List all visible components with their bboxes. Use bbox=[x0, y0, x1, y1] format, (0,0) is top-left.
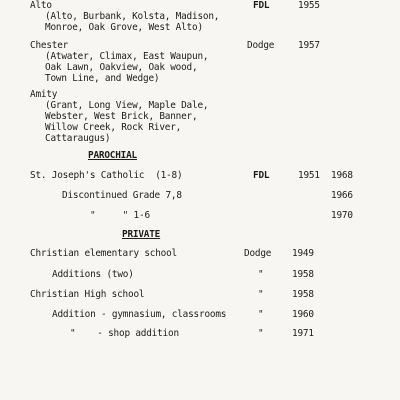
district-year: 1955 bbox=[298, 0, 320, 11]
private-row-county: " bbox=[258, 328, 264, 339]
section-heading-private: PRIVATE bbox=[122, 229, 161, 240]
parochial-discontinued2-year: 1970 bbox=[331, 210, 353, 221]
private-row-county: " bbox=[258, 289, 264, 300]
district-name: Amity bbox=[30, 89, 58, 100]
district-members-line: (Atwater, Climax, East Waupun, bbox=[45, 51, 209, 62]
parochial-county: FDL bbox=[253, 170, 270, 181]
parochial-year: 1951 bbox=[298, 170, 320, 181]
private-row-label: Additions (two) bbox=[52, 269, 134, 280]
parochial-discontinued-year: 1966 bbox=[331, 190, 353, 201]
parochial-discontinued2-label: " " 1-6 bbox=[90, 210, 150, 221]
district-name: Chester bbox=[30, 40, 69, 51]
private-row-label: Christian elementary school bbox=[30, 248, 177, 259]
district-members-line: Willow Creek, Rock River, bbox=[45, 122, 182, 133]
private-row-label: Christian High school bbox=[30, 289, 145, 300]
section-heading-parochial: PAROCHIAL bbox=[88, 150, 137, 161]
private-row-label: " - shop addition bbox=[70, 328, 179, 339]
district-members-line: (Grant, Long View, Maple Dale, bbox=[45, 100, 209, 111]
private-row-county: Dodge bbox=[244, 248, 272, 259]
private-row-year: 1949 bbox=[292, 248, 314, 259]
district-members-line: Webster, West Brick, Banner, bbox=[45, 111, 198, 122]
district-members-line: (Alto, Burbank, Kolsta, Madison, bbox=[45, 11, 220, 22]
district-members-line: Town Line, and Wedge) bbox=[45, 73, 160, 84]
parochial-year-closed: 1968 bbox=[331, 170, 353, 181]
private-row-year: 1958 bbox=[292, 289, 314, 300]
private-row-year: 1958 bbox=[292, 269, 314, 280]
district-county: FDL bbox=[253, 0, 270, 11]
private-row-label: Addition - gymnasium, classrooms bbox=[52, 309, 227, 320]
private-row-year: 1960 bbox=[292, 309, 314, 320]
private-row-county: " bbox=[258, 269, 264, 280]
district-name: Alto bbox=[30, 0, 52, 11]
district-members-line: Monroe, Oak Grove, West Alto) bbox=[45, 22, 203, 33]
private-row-county: " bbox=[258, 309, 264, 320]
parochial-school: St. Joseph's Catholic (1-8) bbox=[30, 170, 183, 181]
district-year: 1957 bbox=[298, 40, 320, 51]
district-members-line: Oak Lawn, Oakview, Oak wood, bbox=[45, 62, 198, 73]
district-county: Dodge bbox=[247, 40, 275, 51]
parochial-discontinued-label: Discontinued Grade 7,8 bbox=[62, 190, 182, 201]
private-row-year: 1971 bbox=[292, 328, 314, 339]
district-members-line: Cattaraugus) bbox=[45, 133, 111, 144]
